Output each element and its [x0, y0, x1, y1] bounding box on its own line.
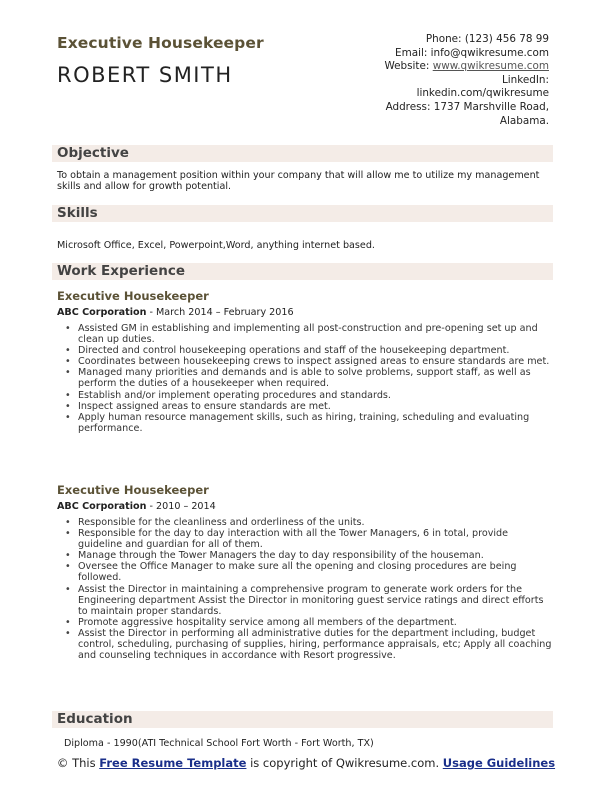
- contact-linkedin: linkedin.com/qwikresume: [416, 87, 549, 100]
- contact-email: [384, 47, 549, 61]
- list-item: • Establish and/or implement operating procedures and standards.: [64, 390, 552, 401]
- footer-middle: is copyright of Qwikresume.com.: [246, 756, 443, 770]
- education-section-bar: [52, 711, 553, 728]
- list-item: • Coordinates between housekeeping crews to inspect assigned areas to ensure standards are met.: [64, 356, 552, 367]
- skills-text: Microsoft Office, Excel, Powerpoint,Word, anything internet based.: [57, 240, 375, 251]
- list-item: • Apply human resource management skills, such as hiring, training, scheduling and evaluating performance.: [64, 412, 552, 434]
- job-1-bullets: [64, 323, 552, 434]
- list-item: • Inspect assigned areas to ensure standards are met.: [64, 401, 552, 412]
- list-item: • Responsible for the day to day interaction with all the Tower Managers, 6 in total, provide guideline and guardian for all of them.: [64, 528, 552, 550]
- objective-heading: Objective: [57, 145, 129, 161]
- objective-section-bar: [52, 145, 553, 162]
- phone-value: (123) 456 78 99: [464, 33, 549, 45]
- contact-address: [384, 101, 549, 115]
- skills-section-bar: [52, 205, 553, 222]
- job-2-bullets: [64, 517, 552, 661]
- job-1-company: ABC Corporation: [57, 307, 147, 318]
- contact-linkedin-label: LinkedIn:: [501, 73, 549, 86]
- job-2-title: Executive Housekeeper: [57, 483, 209, 497]
- list-item: • Promote aggressive hospitality service among all members of the department.: [64, 617, 552, 628]
- objective-text: To obtain a management position within your company that will allow me to utilize my management skills and allow for growth potential.: [57, 170, 540, 192]
- email-value: info@qwikresume.com: [430, 46, 549, 59]
- email-label: Email:: [395, 46, 428, 59]
- website-label: Website:: [384, 60, 430, 73]
- list-item: • Responsible for the cleanliness and orderliness of the units.: [64, 517, 552, 528]
- list-item: • Oversee the Office Manager to make sure all the opening and closing procedures are being followed.: [64, 561, 552, 583]
- list-item: • Assist the Director in performing all administrative duties for the department including, budget control, scheduling, purchasing of supplies, hiring, performance appraisals, etc; Apply all coaching and counseling techniques in accordance with Resort progressive.: [64, 628, 552, 661]
- job-2-meta: [57, 501, 216, 512]
- contact-address-line2: Alabama.: [499, 114, 549, 127]
- free-resume-template-link[interactable]: Free Resume Template: [99, 756, 247, 770]
- address-line1: 1737 Marshville Road,: [433, 100, 549, 113]
- copyright-footer: [0, 757, 612, 770]
- list-item: • Assist the Director in maintaining a comprehensive program to generate work orders for the Engineering department Assist the Director in monitoring guest service ratings and direct efforts to maintain proper standards.: [64, 584, 552, 617]
- work-section-bar: [52, 263, 553, 280]
- usage-guidelines-link[interactable]: Usage Guidelines: [442, 756, 556, 770]
- job-1-meta: [57, 307, 294, 318]
- job-1-title: Executive Housekeeper: [57, 289, 209, 303]
- contact-website: [384, 60, 549, 74]
- list-item: • Managed many priorities and demands and is able to solve problems, support staff, as well as perform the duties of a housekeeper when required.: [64, 367, 552, 389]
- skills-heading: Skills: [57, 205, 98, 221]
- list-item: • Directed and control housekeeping operations and staff of the housekeeping department.: [64, 345, 552, 356]
- website-link[interactable]: www.qwikresume.com: [432, 60, 549, 73]
- job-1-dates: - March 2014 – February 2016: [146, 307, 294, 318]
- job-2-dates: - 2010 – 2014: [146, 501, 216, 512]
- candidate-name: ROBERT SMITH: [57, 63, 233, 87]
- contact-phone: [384, 33, 549, 47]
- work-heading: Work Experience: [57, 263, 185, 279]
- education-heading: Education: [57, 711, 133, 727]
- education-text: Diploma - 1990(ATI Technical School Fort Worth - Fort Worth, TX): [64, 738, 374, 749]
- footer-prefix: © This: [56, 756, 100, 770]
- list-item: • Manage through the Tower Managers the day to day responsibility of the houseman.: [64, 550, 552, 561]
- address-label: Address:: [385, 100, 431, 113]
- job-title: Executive Housekeeper: [57, 34, 264, 52]
- job-2-company: ABC Corporation: [57, 501, 147, 512]
- list-item: • Assisted GM in establishing and implementing all post-construction and pre-opening set up and clean up duties.: [64, 323, 552, 345]
- phone-label: Phone:: [425, 33, 462, 45]
- contact-block: [384, 33, 549, 128]
- resume-header: [57, 34, 264, 87]
